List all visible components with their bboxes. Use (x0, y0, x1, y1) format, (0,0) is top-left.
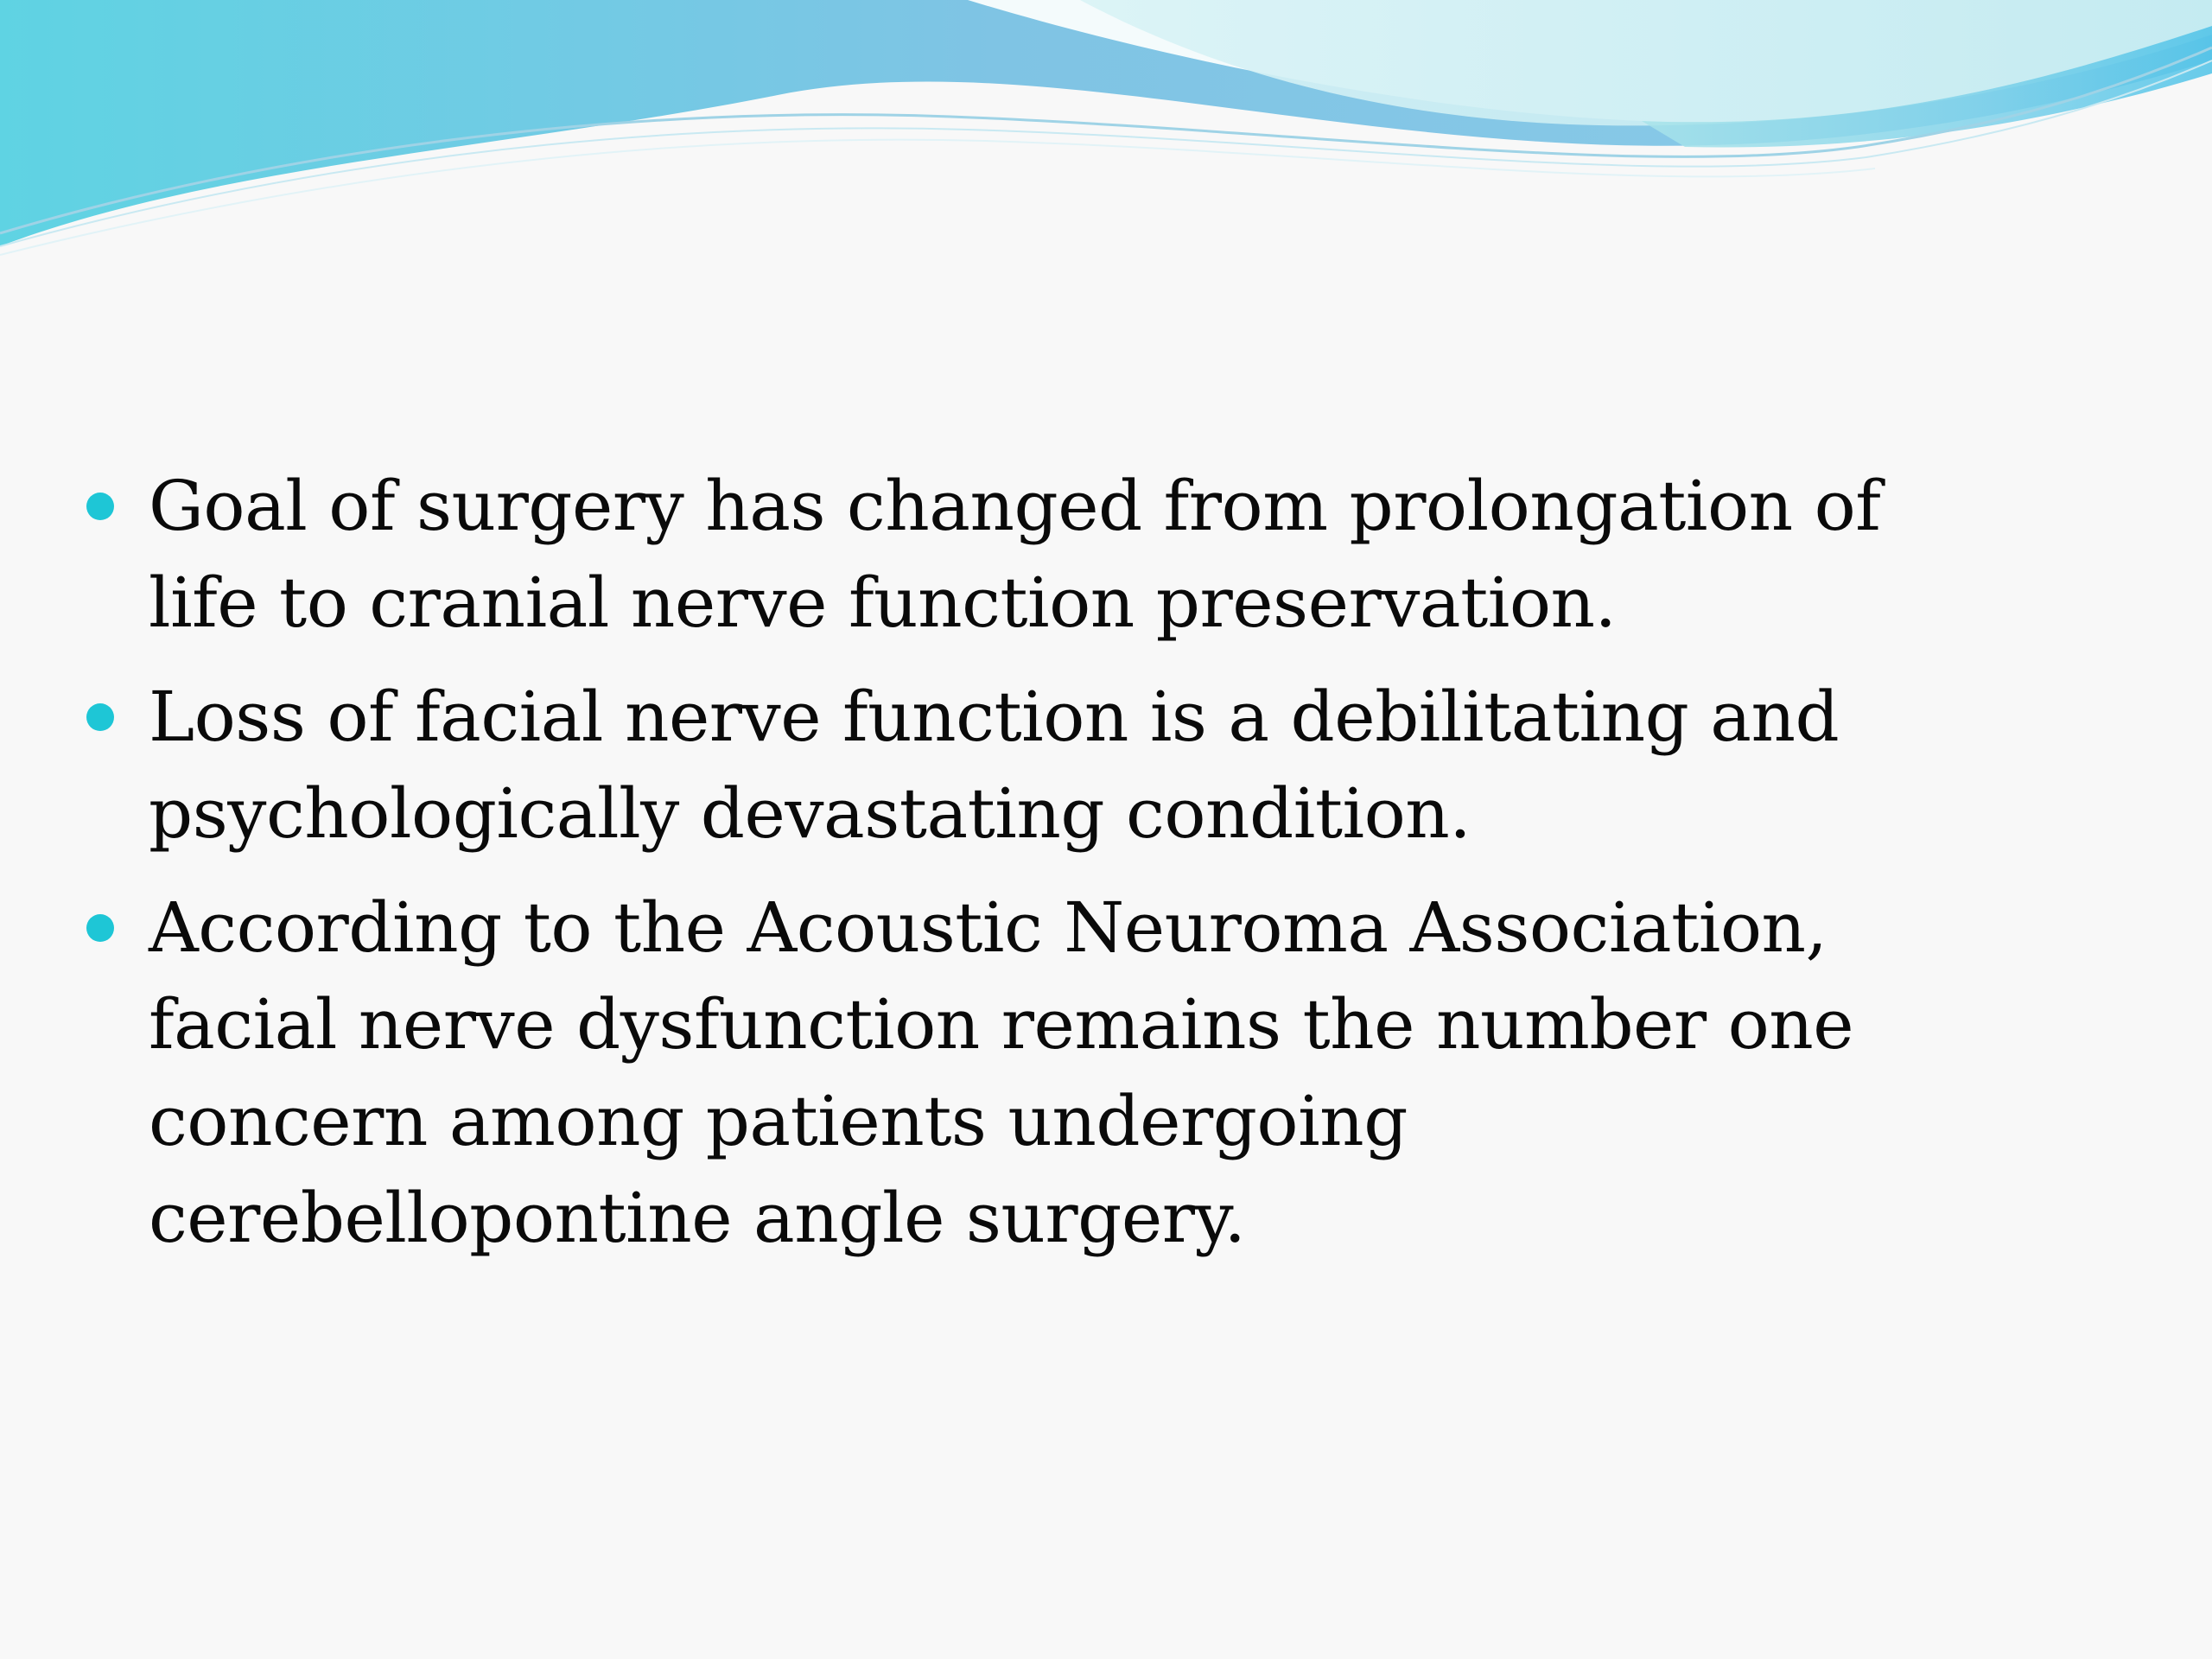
content-area (83, 458, 1897, 1284)
bullet-item (83, 880, 1897, 1267)
bullet-item (83, 458, 1897, 652)
bullet-list (83, 458, 1897, 1267)
bullet-dot-icon (86, 493, 114, 520)
bullet-dot-icon (86, 703, 114, 731)
bullet-text: Goal of surgery has changed from prolongation of life to cranial nerve function preservation. (149, 466, 1881, 643)
bullet-item (83, 669, 1897, 862)
bullet-dot-icon (86, 914, 114, 942)
header-wave-decoration (0, 0, 2212, 276)
bullet-text: According to the Acoustic Neuroma Association, facial nerve dysfunction remains the number one concern among patients undergoing cerebellopontine angle surgery. (149, 887, 1854, 1258)
bullet-text: Loss of facial nerve function is a debilitating and psychologically devastating condition. (149, 677, 1840, 854)
